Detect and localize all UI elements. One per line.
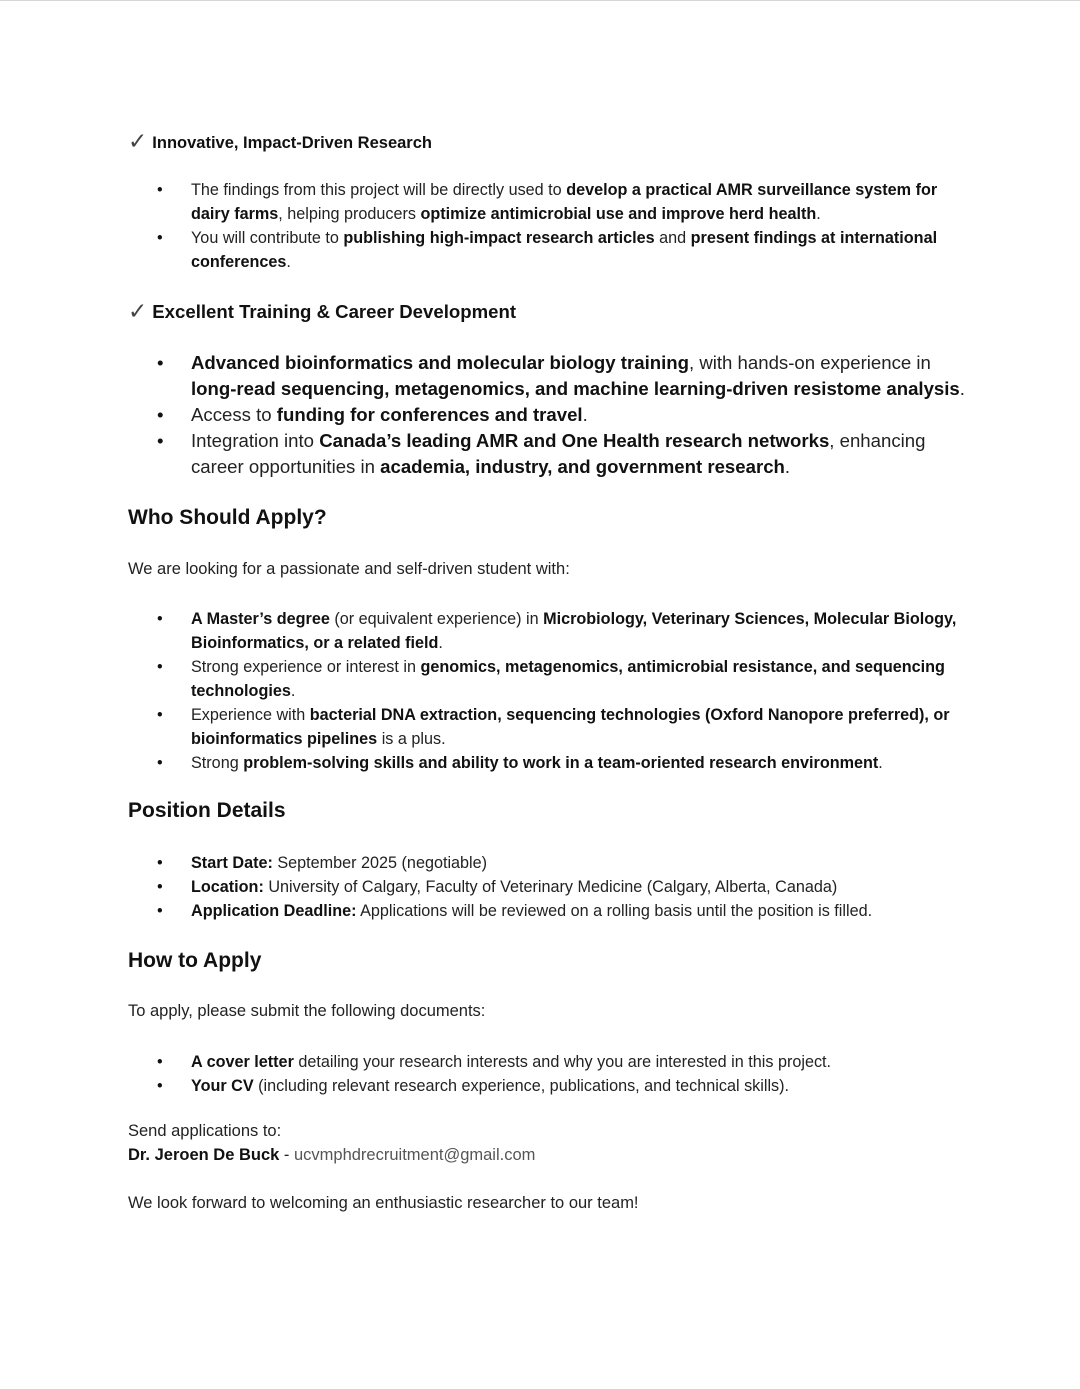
who-should-apply-heading: Who Should Apply?: [128, 506, 327, 529]
send-label: Send applications to:: [128, 1122, 282, 1140]
text-run: , helping producers: [278, 205, 421, 223]
research-list: [128, 178, 968, 274]
text-run: (including relevant research experience, publications, and technical skills).: [253, 1077, 790, 1095]
text-run: and: [654, 229, 691, 247]
contact-name: Dr. Jeroen De Buck: [128, 1146, 280, 1164]
text-run: Strong: [191, 754, 244, 772]
bold-text: Your CV: [191, 1077, 254, 1095]
bold-text: bacterial DNA extraction, sequencing technologies (Oxford Nanopore preferred), or bioinformatics pipelines: [191, 706, 950, 748]
bold-text: problem-solving skills and ability to work in a team-oriented research environment: [243, 754, 879, 772]
text-run: You will contribute to: [191, 229, 344, 247]
text-run: (or equivalent experience) in: [329, 610, 544, 628]
list-item: [128, 226, 968, 274]
list-item: [128, 178, 968, 226]
text-run: detailing your research interests and why you are interested in this project.: [293, 1053, 832, 1071]
text-run: Access to: [191, 404, 277, 425]
checkmark-icon: ✓: [128, 298, 148, 324]
bold-text: Canada’s leading AMR and One Health research networks: [319, 430, 830, 451]
text-run: .: [582, 404, 588, 425]
list-item: [128, 1050, 968, 1074]
checkmark-icon: ✓: [128, 128, 148, 154]
bold-text: Start Date:: [191, 854, 273, 872]
bold-text: A cover letter: [191, 1053, 294, 1071]
bold-text: present findings at international conferences: [191, 229, 938, 271]
bold-text: Advanced bioinformatics and molecular biology training: [191, 352, 689, 373]
text-run: .: [286, 253, 291, 271]
bold-text: A Master’s degree: [191, 610, 330, 628]
list-item: [128, 350, 968, 402]
text-run: , enhancing career opportunities in: [191, 430, 926, 477]
list-item: [128, 875, 968, 899]
contact-email-link[interactable]: ucvmphdrecruitment@gmail.com: [293, 1146, 536, 1164]
text-run: Integration into: [191, 430, 320, 451]
research-heading-text: Innovative, Impact-Driven Research: [152, 134, 432, 152]
apply-intro: To apply, please submit the following documents:: [128, 1002, 486, 1020]
apply-list: [128, 1050, 968, 1098]
closing-line: We look forward to welcoming an enthusiastic researcher to our team!: [128, 1194, 639, 1212]
bold-text: optimize antimicrobial use and improve herd health: [420, 205, 817, 223]
bold-text: long-read sequencing, metagenomics, and machine learning-driven resistome analysis: [191, 378, 960, 399]
list-item: [128, 703, 968, 751]
bold-text: funding for conferences and travel: [276, 404, 583, 425]
list-item: [128, 751, 968, 775]
who-list: [128, 607, 968, 775]
list-item: [128, 899, 968, 923]
contact-separator: -: [279, 1146, 294, 1164]
list-item: [128, 655, 968, 703]
position-list: [128, 851, 968, 923]
list-item: [128, 851, 968, 875]
text-run: .: [438, 634, 443, 652]
text-run: The findings from this project will be directly used to: [191, 181, 567, 199]
bold-text: academia, industry, and government research: [380, 456, 785, 477]
bold-text: Microbiology, Veterinary Sciences, Molecular Biology, Bioinformatics, or a related field: [191, 610, 957, 652]
list-item: [128, 607, 968, 655]
text-run: Strong experience or interest in: [191, 658, 421, 676]
how-to-apply-heading: How to Apply: [128, 949, 262, 972]
text-run: , with hands-on experience in: [688, 352, 931, 373]
list-item: [128, 1074, 968, 1098]
bold-text: publishing high-impact research articles: [343, 229, 655, 247]
bold-text: Application Deadline:: [191, 902, 357, 920]
bold-text: Location:: [191, 878, 264, 896]
text-run: .: [290, 682, 296, 700]
text-run: September 2025 (negotiable): [272, 854, 488, 872]
text-run: .: [816, 205, 821, 223]
training-heading: [128, 298, 516, 325]
training-heading-text: Excellent Training & Career Development: [152, 301, 517, 322]
position-details-heading: Position Details: [128, 799, 286, 822]
who-intro: We are looking for a passionate and self-driven student with:: [128, 560, 570, 578]
text-run: .: [959, 378, 965, 399]
list-item: [128, 402, 968, 428]
bold-text: develop a practical AMR surveillance system for dairy farms: [191, 181, 938, 223]
text-run: University of Calgary, Faculty of Veterinary Medicine (Calgary, Alberta, Canada): [263, 878, 838, 896]
bold-text: genomics, metagenomics, antimicrobial resistance, and sequencing technologies: [191, 658, 945, 700]
text-run: is a plus.: [377, 730, 446, 748]
list-item: [128, 428, 968, 480]
text-run: Experience with: [191, 706, 310, 724]
text-run: Applications will be reviewed on a rolling basis until the position is filled.: [356, 902, 873, 920]
text-run: .: [878, 754, 883, 772]
research-heading: [128, 128, 432, 155]
text-run: .: [784, 456, 791, 477]
contact-line: [128, 1146, 535, 1165]
training-list: [128, 350, 968, 480]
